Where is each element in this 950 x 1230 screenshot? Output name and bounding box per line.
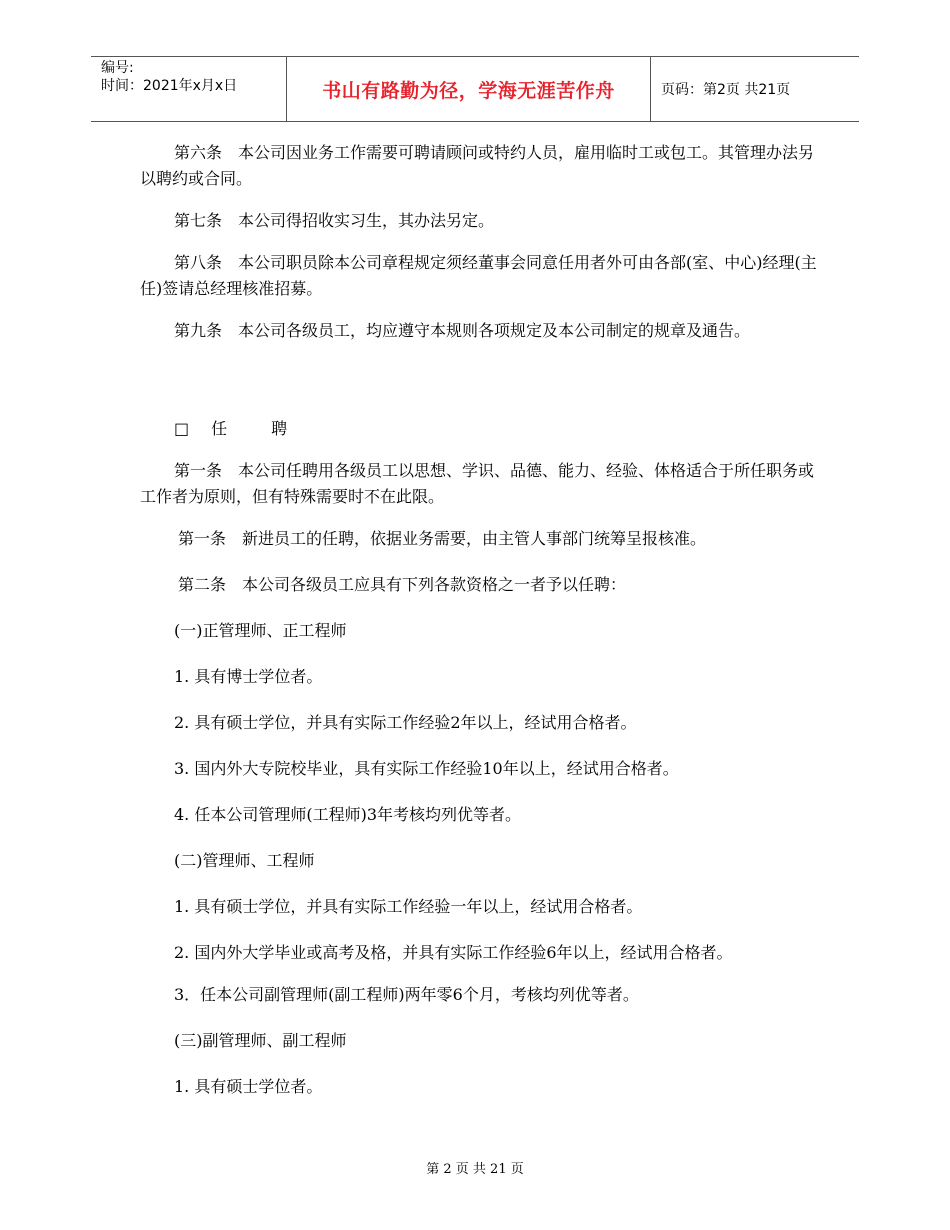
page-header <box>91 56 859 122</box>
list-item-wrapped: 2. 国内外大学毕业或高考及格，并具有实际工作经验6年以上，经试用合格者。 <box>174 943 733 962</box>
list-item: 2. 具有硕士学位，并具有实际工作经验2年以上，经试用合格者。 <box>174 713 637 732</box>
section-heading-word-1: 任 <box>211 419 228 438</box>
header-motto: 书山有路勤为径，学海无涯苦作舟 <box>286 57 651 121</box>
header-meta <box>91 57 286 121</box>
section-heading-appointment <box>174 416 820 442</box>
checkbox-glyph: □ <box>174 419 190 438</box>
list-item: 3. 国内外大专院校毕业，具有实际工作经验10年以上，经试用合格者。 <box>174 759 679 778</box>
article-9: 第九条 本公司各级员工，均应遵守本规则各项规定及本公司制定的规章及通告。 <box>174 321 751 340</box>
article-8: 第八条 本公司职员除本公司章程规定须经董事会同意任用者外可由各部(室、中心)经理(主任)签请总经理核准招募。 <box>140 253 817 298</box>
list-item: 1. 具有硕士学位，并具有实际工作经验一年以上，经试用合格者。 <box>174 897 643 916</box>
article-6: 第六条 本公司因业务工作需要可聘请顾问或特约人员，雇用临时工或包工。其管理办法另以聘约或合同。 <box>140 143 815 188</box>
list-heading-3: (三)副管理师、副工程师 <box>174 1031 347 1050</box>
page-footer: 第 2 页 共 21 页 <box>426 1162 524 1177</box>
list-item: 1. 具有博士学位者。 <box>174 667 323 686</box>
section-heading-word-2: 聘 <box>271 419 288 438</box>
list-item: 1. 具有硕士学位者。 <box>174 1077 323 1096</box>
list-item: 3．任本公司副管理师(副工程师)两年零6个月，考核均列优等者。 <box>174 985 639 1004</box>
list-heading-1: (一)正管理师、正工程师 <box>174 621 347 640</box>
section-article-1: 第一条 本公司任聘用各级员工以思想、学识、品德、能力、经验、体格适合于所任职务或工作者为原则，但有特殊需要时不在此限。 <box>140 461 815 506</box>
section-article-1b: 第一条 新进员工的任聘，依据业务需要，由主管人事部门统筹呈报核准。 <box>178 529 707 548</box>
section-article-2: 第二条 本公司各级员工应具有下列各款资格之一者予以任聘： <box>178 575 627 594</box>
time-line: 时间：2021年x月x日 <box>101 78 238 94</box>
article-7: 第七条 本公司得招收实习生，其办法另定。 <box>174 211 495 230</box>
doc-number-label: 编号: <box>101 60 134 76</box>
list-heading-2: (二)管理师、工程师 <box>174 851 315 870</box>
list-item: 4. 任本公司管理师(工程师)3年考核均列优等者。 <box>174 805 522 824</box>
document-body <box>140 140 820 1120</box>
header-page-info: 页码：第2页 共21页 <box>661 82 791 98</box>
